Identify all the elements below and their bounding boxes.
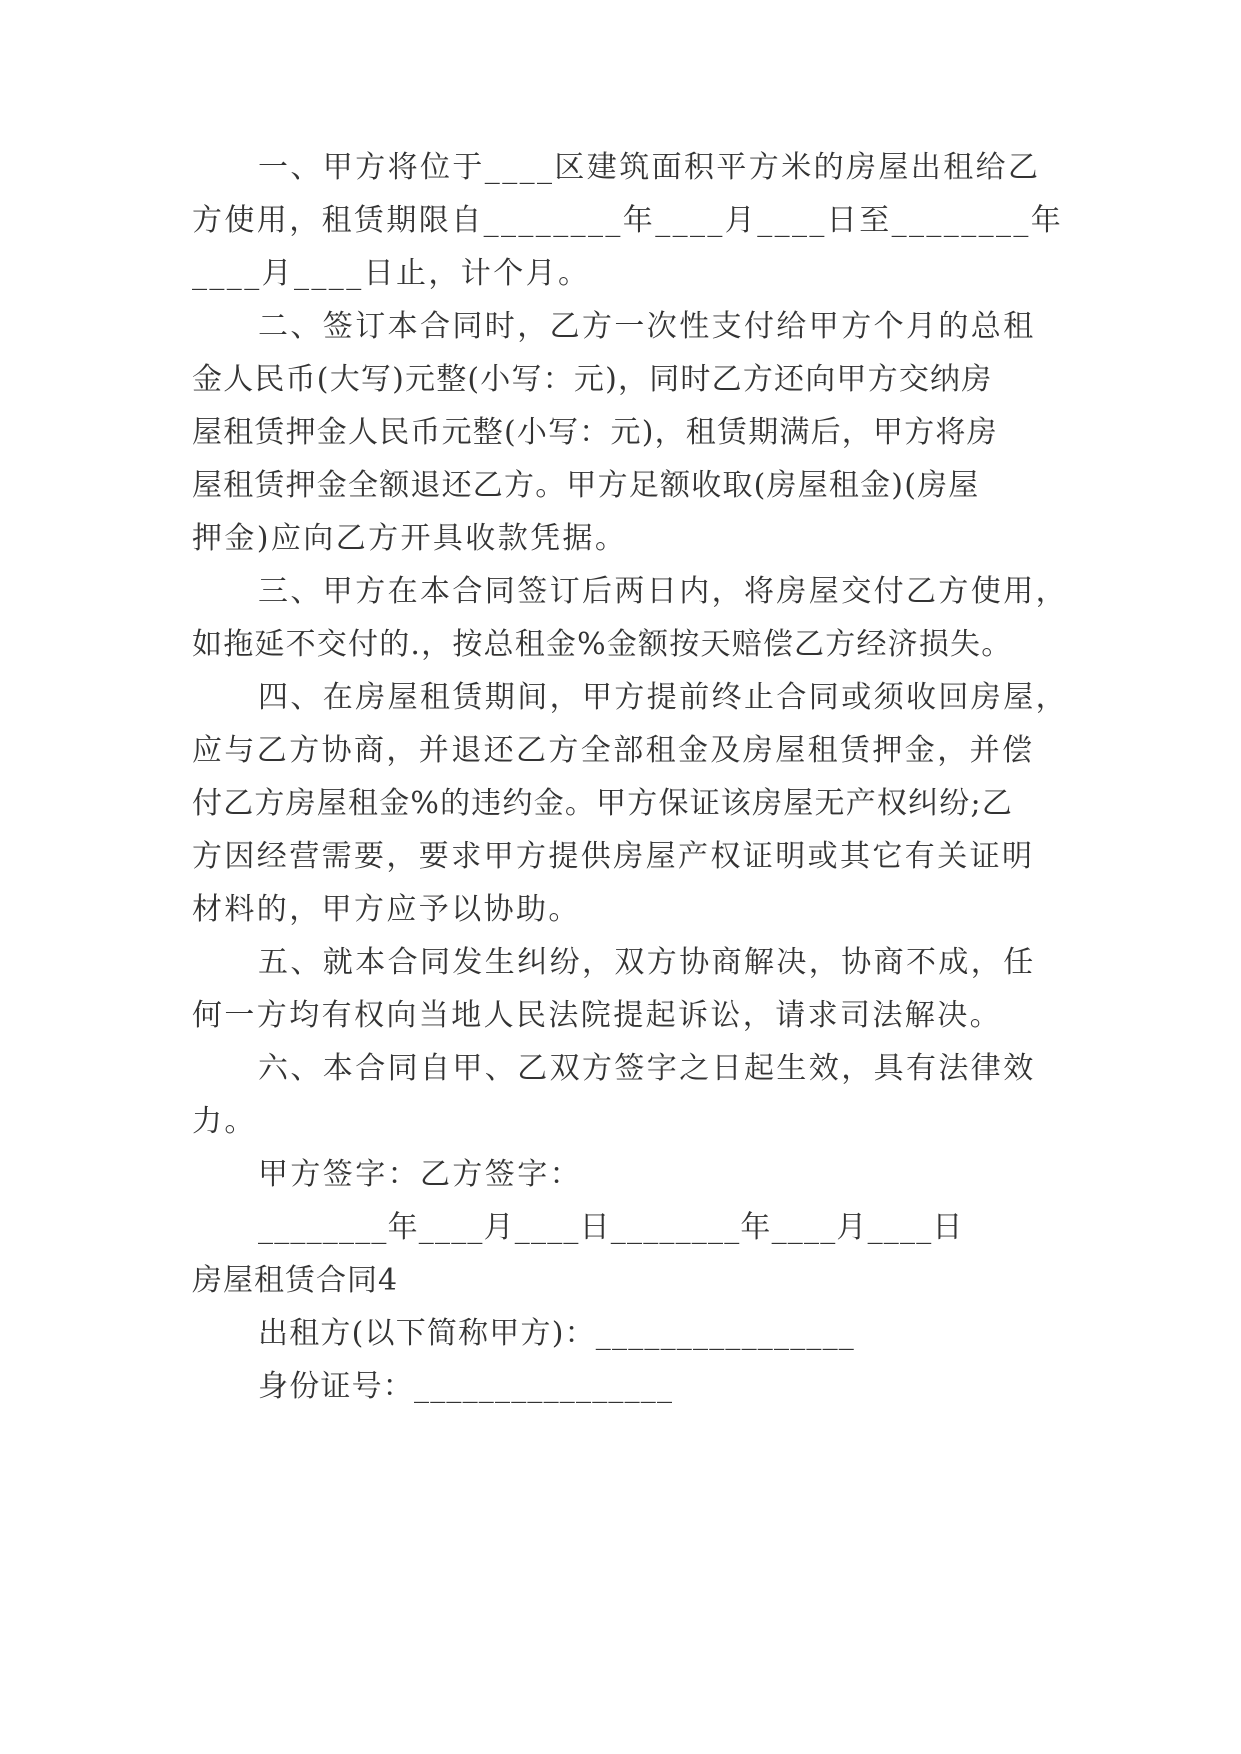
clause-1-line-3: ____月____日止，计个月。 (192, 256, 591, 291)
clause-5-line-2: 何一方均有权向当地人民法院提起诉讼，请求司法解决。 (192, 998, 1002, 1033)
clause-6-line-1: 六、本合同自甲、乙双方签字之日起生效，具有法律效 (258, 1051, 1036, 1086)
clause-5-line-1: 五、就本合同发生纠纷，双方协商解决，协商不成，任 (258, 945, 1036, 980)
clause-4-line-1: 四、在房屋租赁期间，甲方提前终止合同或须收回房屋， (258, 680, 1068, 715)
signature-dates: ________年____月____日________年____月____日 (258, 1210, 964, 1245)
clause-2-line-1: 二、签订本合同时，乙方一次性支付给甲方个月的总租 (258, 309, 1036, 344)
lessor-field: 出租方(以下简称甲方)：________________ (258, 1316, 856, 1351)
id-number-field: 身份证号：________________ (258, 1369, 674, 1404)
clause-4-line-5: 材料的，甲方应予以协助。 (192, 892, 581, 927)
clause-3-line-2: 如拖延不交付的.，按总租金%金额按天赔偿乙方经济损失。 (192, 627, 1013, 662)
clause-4-line-3: 付乙方房屋租金%的违约金。甲方保证该房屋无产权纠纷;乙 (192, 786, 1014, 821)
clause-4-line-2: 应与乙方协商，并退还乙方全部租金及房屋租赁押金，并偿 (192, 733, 1035, 768)
clause-3-line-1: 三、甲方在本合同签订后两日内，将房屋交付乙方使用， (258, 574, 1068, 609)
signature-labels: 甲方签字：乙方签字： (258, 1157, 582, 1192)
clause-4-line-4: 方因经营需要，要求甲方提供房屋产权证明或其它有关证明 (192, 839, 1035, 874)
clause-2-line-4: 屋租赁押金全额退还乙方。甲方足额收取(房屋租金)(房屋 (192, 468, 980, 503)
clause-2-line-3: 屋租赁押金人民币元整(小写：元)，租赁期满后，甲方将房 (192, 415, 998, 450)
clause-6-line-2: 力。 (192, 1104, 257, 1139)
clause-1-line-2: 方使用，租赁期限自________年____月____日至________年 (192, 203, 1064, 238)
clause-2-line-2: 金人民币(大写)元整(小写：元)，同时乙方还向甲方交纳房 (192, 362, 993, 397)
clause-2-line-5: 押金)应向乙方开具收款凭据。 (192, 521, 628, 556)
section-title: 房屋租赁合同4 (192, 1263, 399, 1298)
clause-1-line-1: 一、甲方将位于____区建筑面积平方米的房屋出租给乙 (258, 150, 1041, 185)
